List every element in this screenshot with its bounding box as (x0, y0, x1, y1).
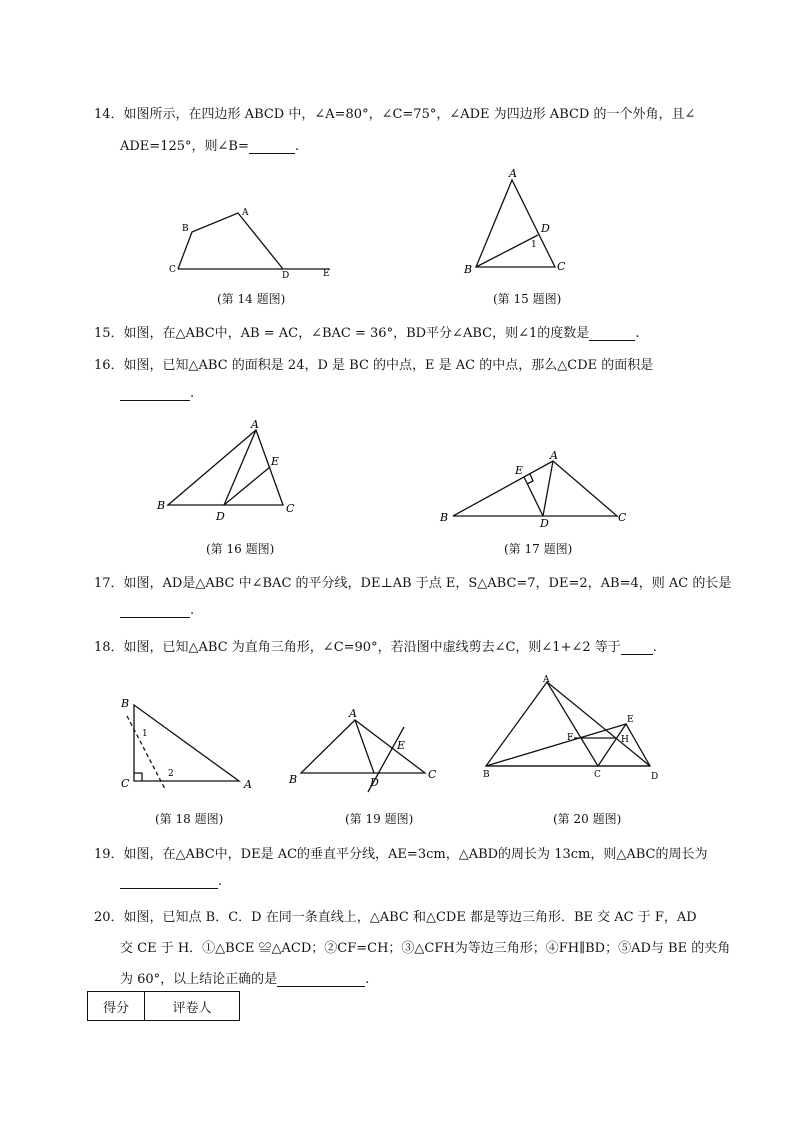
q20-period: . (365, 972, 370, 987)
fig17-caption: (第 17 题图) (504, 542, 573, 556)
fig18-label-C: C (121, 777, 130, 790)
q15-period: . (635, 326, 640, 341)
q19-line1: 19．如图，在△ABC中，DE是 AC的垂直平分线，AE=3cm，△ABD的周长为 13cm，则△ABC的周长为 (94, 847, 708, 862)
answer-blank (277, 974, 365, 987)
q14-text: ADE=125°，则∠B= (120, 139, 249, 154)
fig19-label-A: A (349, 707, 357, 720)
q16-line1: 16．如图，已知△ABC 的面积是 24，D 是 BC 的中点，E 是 AC 的中点，那么△CDE 的面积是 (94, 358, 654, 373)
fig15-caption: (第 15 题图) (493, 292, 562, 306)
q16-period: . (190, 386, 195, 401)
fig15-label-D: D (541, 222, 550, 235)
fig20-label-D: D (651, 772, 659, 782)
fig16-caption: (第 16 题图) (206, 542, 275, 556)
q20-text: 为 60°，以上结论正确的是 (120, 972, 278, 987)
fig18-label-A: A (244, 778, 252, 791)
answer-blank (120, 388, 190, 401)
q20-line2: 交 CE 于 H．①△BCE ≌△ACD；②CF=CH；③△CFH为等边三角形；④FH∥BD；⑤AD与 BE 的夹角 (120, 941, 731, 956)
fig17-label-A: A (550, 449, 558, 462)
grader-cell: 评卷人 (145, 992, 240, 1021)
answer-blank (589, 328, 635, 341)
q17-line1: 17．如图，AD是△ABC 中∠BAC 的平分线，DE⊥AB 于点 E，S△ABC=7，DE=2，AB=4，则 AC 的长是 (94, 576, 732, 591)
fig20-BE (486, 724, 626, 766)
fig15-label-C: C (557, 260, 566, 273)
fig17-label-E: E (515, 464, 524, 477)
fig15-label-B: B (464, 263, 473, 276)
q19-line2 (120, 874, 222, 889)
fig20-label-B: B (483, 770, 490, 780)
q18-line (94, 636, 657, 655)
q20-line3 (120, 968, 369, 987)
fig20-AD (547, 682, 650, 766)
fig18-triangle (134, 705, 239, 781)
fig20-label-C: C (594, 770, 601, 780)
fig17-DE (524, 477, 543, 516)
fig18-right-angle (134, 773, 142, 781)
fig18-cut-line (127, 716, 165, 789)
fig14-label-A: A (242, 208, 249, 218)
fig18-caption: (第 18 题图) (155, 812, 224, 826)
q20-line1: 20．如图，已知点 B．C．D 在同一条直线上，△ABC 和△CDE 都是等边三角形．BE 交 AC 于 F，AD (94, 910, 697, 925)
fig16-label-E: E (271, 455, 280, 468)
fig17-label-C: C (618, 511, 627, 524)
fig18-label-1: 1 (142, 729, 148, 739)
fig15-label-1: 1 (531, 240, 537, 250)
fig16-label-B: B (157, 499, 166, 512)
fig16-label-C: C (286, 502, 295, 515)
fig16-triangle (168, 430, 283, 505)
q19-period: . (218, 874, 223, 889)
fig20-label-F: F (567, 733, 574, 743)
fig14-label-C: C (169, 265, 176, 275)
fig19-label-E: E (397, 739, 406, 752)
fig16-DE (224, 467, 270, 505)
answer-blank (120, 605, 190, 618)
q16-line2 (120, 386, 194, 401)
q14-period: . (294, 139, 299, 154)
fig20-caption: (第 20 题图) (553, 812, 622, 826)
fig14-label-E: E (323, 269, 330, 279)
score-cell: 得分 (88, 992, 145, 1021)
fig17-triangle (453, 461, 617, 516)
fig18-label-B: B (121, 697, 130, 710)
q18-period: . (652, 640, 657, 655)
fig18-label-2: 2 (168, 769, 174, 779)
fig14-label-B: B (182, 224, 189, 234)
fig14-label-D: D (282, 271, 290, 281)
answer-blank (621, 642, 653, 655)
fig20-triangle-ABC (486, 682, 598, 766)
fig17-label-D: D (540, 517, 549, 530)
fig16-label-A: A (251, 418, 259, 431)
fig19-triangle (301, 720, 425, 773)
q18-text: 18．如图，已知△ABC 为直角三角形，∠C=90°，若沿图中虚线剪去∠C，则∠1+∠2 等于 (94, 640, 621, 655)
fig20-label-A: A (543, 675, 550, 685)
fig16-AD (224, 430, 256, 505)
fig15-label-A: A (509, 167, 517, 180)
fig16-label-D: D (216, 510, 225, 523)
q17-period: . (190, 603, 195, 618)
fig19-label-C: C (428, 768, 437, 781)
fig14-quadrilateral (178, 213, 283, 269)
fig20-label-H: H (621, 735, 629, 745)
q15-text: 15．如图，在△ABC中，AB = AC，∠BAC = 36°，BD平分∠ABC，则∠1的度数是 (94, 326, 590, 341)
fig17-AD (543, 461, 553, 516)
score-table (87, 991, 240, 1021)
q17-line2 (120, 603, 194, 618)
fig20-label-E: E (627, 715, 634, 725)
fig15-bisector (476, 235, 538, 267)
fig17-label-B: B (440, 511, 449, 524)
fig14-caption: (第 14 题图) (217, 292, 286, 306)
answer-blank (120, 876, 218, 889)
q14-line1: 14．如图所示，在四边形 ABCD 中，∠A=80°，∠C=75°，∠ADE 为四边形 ABCD 的一个外角，且∠ (94, 107, 696, 122)
fig19-label-B: B (289, 773, 298, 786)
fig19-caption: (第 19 题图) (345, 812, 414, 826)
fig19-label-D: D (370, 776, 379, 789)
q15-line (94, 322, 639, 341)
